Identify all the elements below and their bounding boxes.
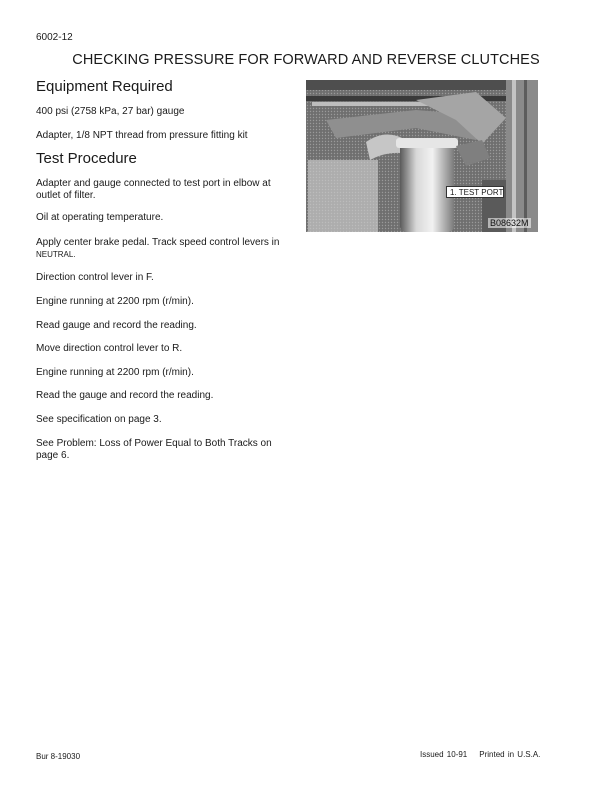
page-title: CHECKING PRESSURE FOR FORWARD AND REVERSE CLUTCHES <box>72 52 540 68</box>
procedure-step-continued: NEUTRAL. <box>36 250 76 259</box>
procedure-step: Read gauge and record the reading. <box>36 320 197 331</box>
procedure-step: Oil at operating temperature. <box>36 212 164 223</box>
procedure-step: Read the gauge and record the reading. <box>36 390 214 401</box>
procedure-step: Move direction control lever to R. <box>36 343 183 354</box>
footer-issued: Issued 10-91 <box>420 750 468 759</box>
procedure-step: Direction control lever in F. <box>36 272 154 283</box>
procedure-step: Apply center brake pedal. Track speed control levers in <box>36 237 280 248</box>
procedure-step: Engine running at 2200 rpm (r/min). <box>36 367 194 378</box>
test-port-photo <box>306 80 538 232</box>
photo-drawing <box>306 80 538 232</box>
procedure-step: Engine running at 2200 rpm (r/min). <box>36 296 194 307</box>
equipment-item-adapter: Adapter, 1/8 NPT thread from pressure fitting kit <box>36 130 248 141</box>
footer-printed: Printed in U.S.A. <box>479 750 541 759</box>
footer-issue-info <box>420 750 540 759</box>
footer-doc-number: Bur 8-19030 <box>36 752 81 761</box>
equipment-heading: Equipment Required <box>36 78 173 95</box>
equipment-item-gauge: 400 psi (2758 kPa, 27 bar) gauge <box>36 106 185 117</box>
procedure-heading: Test Procedure <box>36 150 137 167</box>
page-number: 6002-12 <box>36 32 73 43</box>
procedure-step: Adapter and gauge connected to test port in elbow at outlet of filter. <box>36 178 271 201</box>
procedure-step: See Problem: Loss of Power Equal to Both Tracks on page 6. <box>36 438 272 461</box>
test-port-callout: 1. TEST PORT <box>446 186 504 198</box>
photo-id: B08632M <box>490 218 529 228</box>
procedure-step: See specification on page 3. <box>36 414 162 425</box>
